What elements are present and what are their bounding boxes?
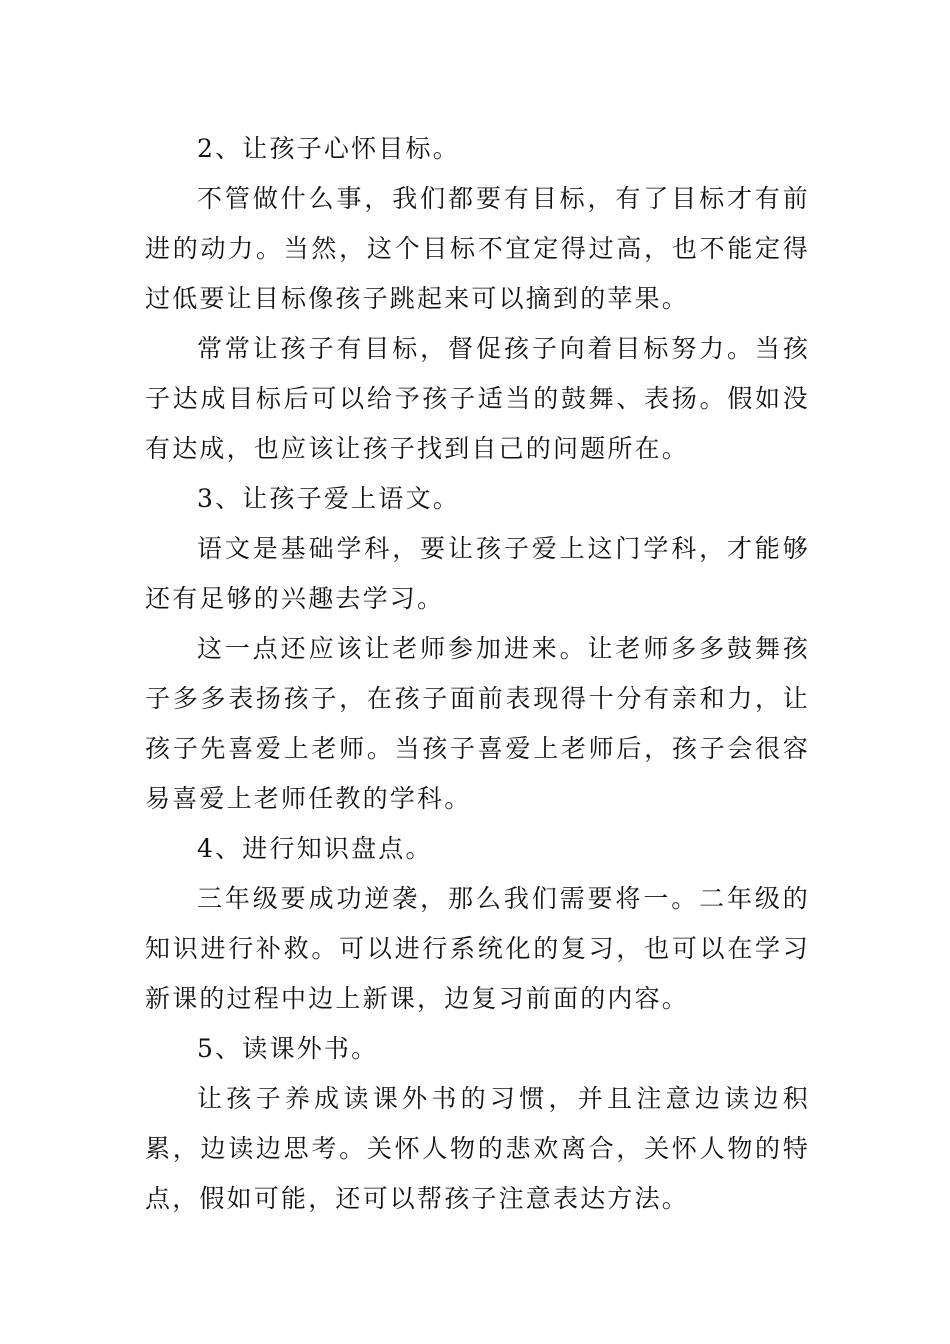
section-heading-5: 5、读课外书。 <box>197 1034 379 1063</box>
paragraph: 让孩子养成读课外书的习惯，并且注意边读边积累，边读边思考。关怀人物的悲欢离合，关怀人物的特点，假如可能，还可以帮孩子注意表达方法。 <box>145 1084 810 1213</box>
document-body <box>145 124 810 1224</box>
paragraph: 常常让孩子有目标，督促孩子向着目标努力。当孩子达成目标后可以给予孩子适当的鼓舞、表扬。假如没有达成，也应该让孩子找到自己的问题所在。 <box>145 334 810 463</box>
paragraph: 三年级要成功逆袭，那么我们需要将一。二年级的知识进行补救。可以进行系统化的复习，也可以在学习新课的过程中边上新课，边复习前面的内容。 <box>145 884 810 1013</box>
paragraph: 这一点还应该让老师参加进来。让老师多多鼓舞孩子多多表扬孩子，在孩子面前表现得十分有亲和力，让孩子先喜爱上老师。当孩子喜爱上老师后，孩子会很容易喜爱上老师任教的学科。 <box>145 634 810 813</box>
paragraph: 语文是基础学科，要让孩子爱上这门学科，才能够还有足够的兴趣去学习。 <box>145 534 810 613</box>
section-heading-4: 4、进行知识盘点。 <box>197 834 433 863</box>
section-heading-2: 2、让孩子心怀目标。 <box>197 134 460 163</box>
section-heading-3: 3、让孩子爱上语文。 <box>197 484 460 513</box>
paragraph: 不管做什么事，我们都要有目标，有了目标才有前进的动力。当然，这个目标不宜定得过高，也不能定得过低要让目标像孩子跳起来可以摘到的苹果。 <box>145 184 810 313</box>
